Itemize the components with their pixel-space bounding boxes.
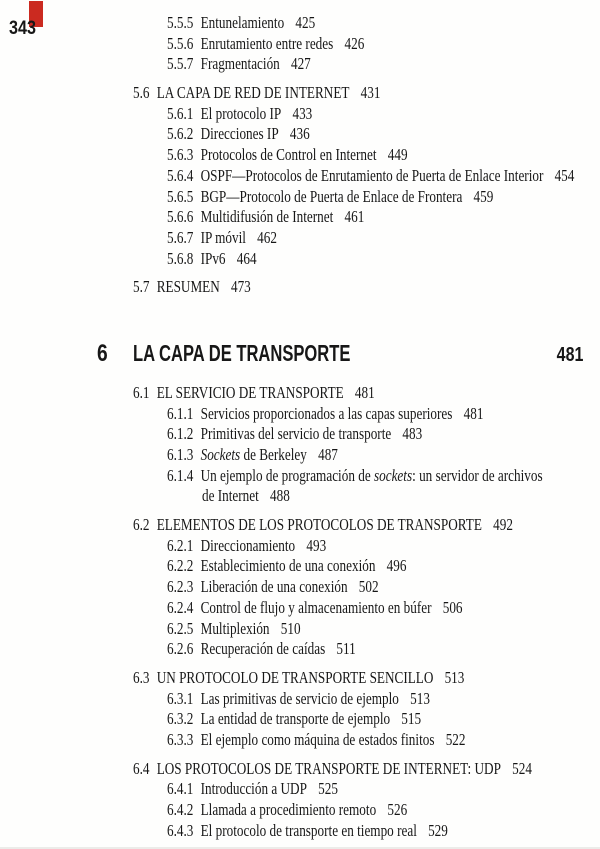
toc-entry <box>0 207 600 228</box>
toc-entry <box>0 709 600 730</box>
toc-entry-number: 5.7 <box>133 277 150 297</box>
toc-entry-page-number: 526 <box>387 800 408 819</box>
toc-entry-page-number: 488 <box>270 486 290 506</box>
toc-entry-title: Fragmentación <box>200 54 280 74</box>
toc-entry-title: El ejemplo como máquina de estados finitos <box>200 729 435 749</box>
toc-entry <box>0 639 600 660</box>
toc-entry-title: Control de flujo y almacenamiento en búfer <box>200 597 432 617</box>
toc-entry-title: Primitivas del servicio de transporte <box>200 424 392 444</box>
toc-entry-title: Enrutamiento entre redes <box>200 33 334 53</box>
toc-entry-number: 5.5.7 <box>167 54 194 74</box>
toc-group <box>0 515 600 660</box>
toc-entry-page-number: 481 <box>463 403 484 423</box>
toc-entry-number: 6.2.3 <box>167 577 194 597</box>
toc-entry-page-number: 462 <box>257 227 277 247</box>
toc-entry-number: 6.2.6 <box>167 639 194 659</box>
toc-entry-number: 6.4.2 <box>167 800 194 819</box>
toc-entry <box>0 228 600 249</box>
toc-entry <box>0 486 600 507</box>
toc-entry-page-number: 436 <box>289 124 310 144</box>
chapter-heading <box>0 340 600 367</box>
toc-entry <box>0 187 600 208</box>
toc-group <box>0 383 600 507</box>
toc-entry <box>0 249 600 270</box>
toc-entry <box>0 145 600 166</box>
toc-entry-title: Multiplexión <box>200 618 270 638</box>
toc-entry <box>0 104 600 125</box>
toc-entry <box>0 13 600 34</box>
toc-entry-page-number: 433 <box>292 103 313 123</box>
toc-entry-title: El protocolo de transporte en tiempo real <box>200 820 417 840</box>
toc-entry-page-number: 496 <box>386 556 407 576</box>
toc-entry-title: Recuperación de caídas <box>200 639 326 659</box>
toc-entry <box>0 800 600 821</box>
toc-entry-page-number: 513 <box>410 688 430 708</box>
toc-entry-number: 6.2.4 <box>167 597 194 617</box>
toc-group <box>0 83 600 269</box>
page-folio: 343 <box>9 18 36 39</box>
toc-group <box>0 759 600 842</box>
toc-entry-page-number: 502 <box>358 577 379 597</box>
toc-entry-number: 5.6.1 <box>167 103 194 123</box>
toc-entry-title: OSPF—Protocolos de Enrutamiento de Puerta de Enlace Interior <box>200 165 544 185</box>
toc-entry-number: 6.1.2 <box>167 424 194 444</box>
toc-entry-title: RESUMEN <box>156 277 220 297</box>
toc-section-heading <box>0 759 600 780</box>
toc-entry-number: 5.6.7 <box>167 227 194 247</box>
toc-section-heading <box>0 515 600 536</box>
toc-entry-number: 6.3.3 <box>167 729 194 749</box>
toc-group <box>0 13 600 75</box>
toc-entry-number: 6.1.3 <box>167 445 194 464</box>
toc-entry-number: 6.4.3 <box>167 820 194 840</box>
toc-entry-number: 5.6.8 <box>167 248 194 268</box>
toc-entry-number: 6.2.2 <box>167 556 194 576</box>
toc-entry-title: Sockets de Berkeley <box>200 445 307 464</box>
toc-entry-number: 5.5.6 <box>167 33 194 53</box>
toc-entry <box>0 124 600 145</box>
toc-entry <box>0 536 600 557</box>
toc-entry-title: UN PROTOCOLO DE TRANSPORTE SENCILLO <box>156 667 434 687</box>
toc-section-heading <box>0 668 600 689</box>
toc-entry-number: 5.5.5 <box>167 13 194 32</box>
toc-entry-title: Multidifusión de Internet <box>200 207 334 227</box>
toc-entry-title: BGP—Protocolo de Puerta de Enlace de Frontera <box>200 186 463 206</box>
toc-entry-title: de Internet <box>202 486 259 506</box>
toc-group <box>0 668 600 751</box>
toc-entry-number: 5.6 <box>133 83 150 103</box>
toc-entry-title: LA CAPA DE RED DE INTERNET <box>156 83 350 103</box>
toc-entry <box>0 34 600 55</box>
toc-entry-number: 6.3 <box>133 667 150 687</box>
toc-entry-page-number: 487 <box>318 445 338 464</box>
toc-entry-page-number: 473 <box>230 277 251 297</box>
toc-entry-page-number: 464 <box>236 248 257 268</box>
toc-entry-page-number: 492 <box>493 515 513 535</box>
toc-entry-number: 6.1.1 <box>167 403 194 423</box>
toc-entry-title: Direccionamiento <box>200 535 296 555</box>
toc-entry-title: Protocolos de Control en Internet <box>200 145 377 165</box>
toc-entry-title: Entunelamiento <box>200 13 285 32</box>
toc-entry-page-number: 525 <box>318 779 338 799</box>
toc-entry-title: La entidad de transporte de ejemplo <box>200 709 391 729</box>
toc-entry-number: 6.2 <box>133 515 150 535</box>
toc-entry-number: 5.6.3 <box>167 145 194 165</box>
chapter-title: LA CAPA DE TRANSPORTE <box>133 339 351 366</box>
toc-section-heading <box>0 83 600 104</box>
toc-entry <box>0 821 600 842</box>
toc-entry-page-number: 529 <box>428 820 448 840</box>
toc-entry-title: Direcciones IP <box>200 124 279 144</box>
toc-entry <box>0 598 600 619</box>
toc-entry-number: 6.2.5 <box>167 618 194 638</box>
chapter5-sections <box>0 13 600 298</box>
toc-entry-page-number: 511 <box>336 639 356 659</box>
toc-entry-page-number: 522 <box>445 729 466 749</box>
toc-entry-page-number: 431 <box>360 83 381 103</box>
toc-entry-title: Liberación de una conexión <box>200 577 348 597</box>
toc-entry-number: 6.3.1 <box>167 688 194 708</box>
toc-entry-page-number: 506 <box>442 597 463 617</box>
toc-entry-number: 6.1 <box>133 382 150 402</box>
toc-entry-title: IPv6 <box>200 248 226 268</box>
toc-section-heading <box>0 277 600 298</box>
toc-entry-title: Introducción a UDP <box>200 779 307 799</box>
toc-entry-title: Servicios proporcionados a las capas superiores <box>200 403 453 423</box>
toc-entry-page-number: 427 <box>290 54 311 74</box>
toc-entry <box>0 619 600 640</box>
toc-entry-number: 6.4.1 <box>167 779 194 799</box>
toc-entry <box>0 730 600 751</box>
toc-entry-number: 5.6.5 <box>167 186 194 206</box>
toc-entry-title: ELEMENTOS DE LOS PROTOCOLOS DE TRANSPORTE <box>156 515 482 535</box>
toc-entry-page-number: 515 <box>401 709 422 729</box>
toc-entry-title: Llamada a procedimiento remoto <box>200 800 377 819</box>
toc-entry-number: 6.3.2 <box>167 709 194 729</box>
toc-entry-page-number: 425 <box>295 13 316 32</box>
toc-entry-page-number: 454 <box>554 165 575 185</box>
toc-entry <box>0 445 600 466</box>
toc-entry-title: El protocolo IP <box>200 103 282 123</box>
toc-entry <box>0 466 600 487</box>
toc-entry <box>0 54 600 75</box>
toc-entry-number: 5.6.6 <box>167 207 194 227</box>
toc-entry <box>0 166 600 187</box>
chapter-page-number: 481 <box>556 343 583 366</box>
toc-entry-title: LOS PROTOCOLOS DE TRANSPORTE DE INTERNET: UDP <box>156 758 501 778</box>
toc-entry-page-number: 510 <box>280 618 301 638</box>
toc-entry-title: Establecimiento de una conexión <box>200 556 376 576</box>
toc-entry <box>0 424 600 445</box>
toc-entry <box>0 404 600 425</box>
toc-entry-page-number: 481 <box>354 382 375 402</box>
toc-entry <box>0 556 600 577</box>
toc-entry-page-number: 513 <box>444 667 465 687</box>
toc-entry-title: Un ejemplo de programación de sockets: un servidor de archivos <box>200 465 543 485</box>
toc-entry <box>0 689 600 710</box>
toc-section-heading <box>0 383 600 404</box>
chapter6-sections <box>0 383 600 841</box>
toc-entry <box>0 779 600 800</box>
toc-entry-number: 6.4 <box>133 758 150 778</box>
toc-entry-page-number: 524 <box>512 758 532 778</box>
toc-entry-number: 6.1.4 <box>167 465 194 485</box>
chapter-number: 6 <box>97 339 108 367</box>
toc-entry-page-number: 493 <box>306 535 327 555</box>
toc-entry-title: Las primitivas de servicio de ejemplo <box>200 688 399 708</box>
table-of-contents <box>0 13 600 841</box>
toc-group <box>0 277 600 298</box>
toc-entry-title: EL SERVICIO DE TRANSPORTE <box>156 382 344 402</box>
toc-entry-number: 5.6.4 <box>167 165 194 185</box>
toc-entry-page-number: 459 <box>473 186 494 206</box>
toc-entry-page-number: 449 <box>387 145 408 165</box>
toc-entry-number: 6.2.1 <box>167 535 194 555</box>
toc-entry <box>0 577 600 598</box>
toc-entry-title: IP móvil <box>200 227 246 247</box>
toc-entry-page-number: 461 <box>344 207 365 227</box>
toc-entry-number: 5.6.2 <box>167 124 194 144</box>
toc-entry-page-number: 483 <box>402 424 423 444</box>
toc-entry-page-number: 426 <box>344 33 365 53</box>
